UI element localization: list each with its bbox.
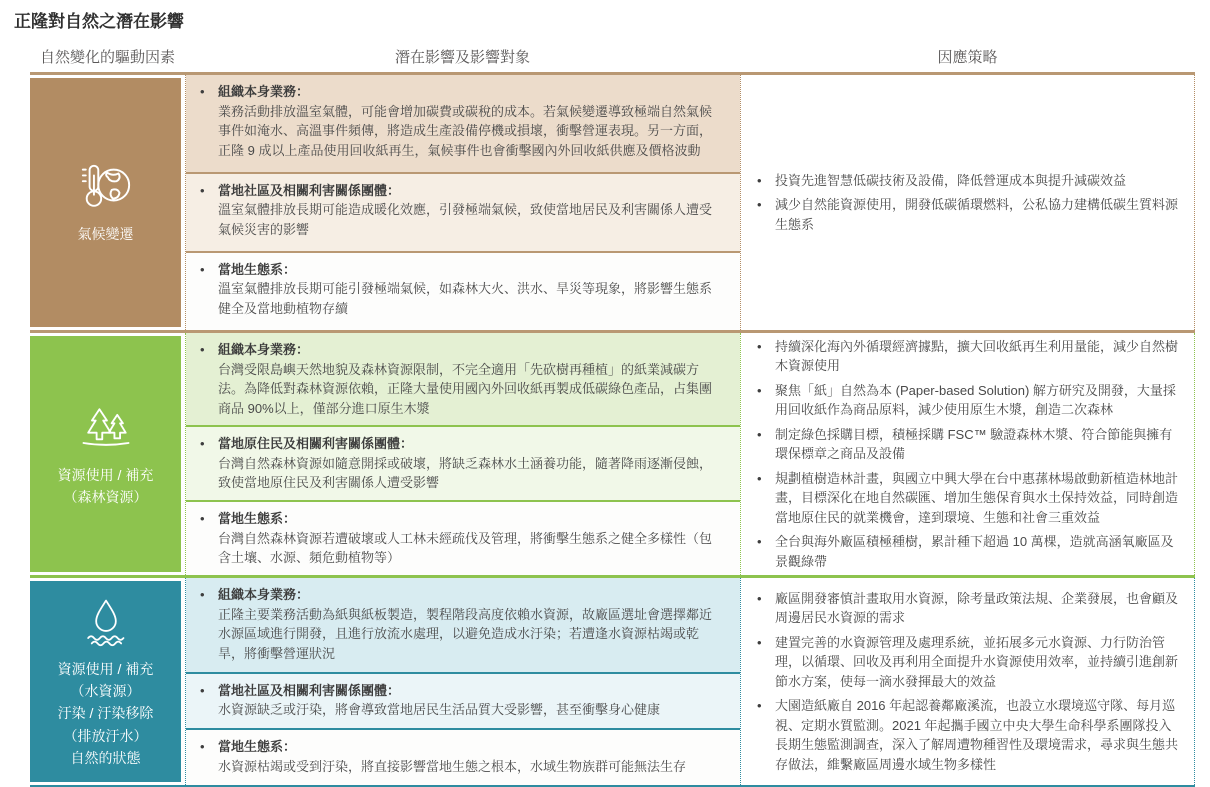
impact-section [186,425,740,500]
impact-section [186,251,740,330]
strategy-item [757,195,1178,234]
forest-trees-icon [74,400,138,456]
impact-heading: 組織本身業務： [218,342,310,357]
table-row-climate-change [30,75,1195,333]
driver-cell-water [30,578,185,785]
impact-section [186,172,740,251]
strategy-text: 制定綠色採購目標，積極採購 FSC™ 驗證森林木漿、符合節能與擁有環保標章之商品及設備 [775,426,1173,462]
driver-label [78,223,134,245]
bullet-icon: • [200,84,205,99]
impact-body: 業務活動排放溫室氣體，可能會增加碳費或碳稅的成本。若氣候變遷導致極端自然氣候事件如淹水、高溫事件頻傳，將造成生產設備停機或損壞，衝擊營運表現。另一方面，正隆 9 成以上產品使用回收紙再生，氣候事件也會衝擊國內外回收紙供應及價格波動 [218,103,713,158]
bullet-icon: • [200,739,205,755]
climate-change-icon [74,159,138,215]
table-row-water-resources [30,578,1195,787]
bullet-icon: • [757,426,762,442]
driver-label-line: 自然的狀態 [70,750,141,767]
bullet-icon: • [757,590,762,606]
strategy-text: 投資先進智慧低碳技術及設備，降低營運成本與提升減碳效益 [775,172,1127,188]
driver-label [58,658,154,770]
impact-section [186,500,740,575]
impacts-cell-water [185,578,740,785]
strategy-text: 減少自然能資源使用，開發低碳循環燃料，公私協力建構低碳生質料源生態系 [775,197,1179,232]
page-title: 正隆對自然之潛在影響 [14,12,184,31]
bullet-icon: • [757,172,762,188]
impacts-cell-forest [185,333,740,575]
bullet-icon: • [757,634,762,650]
impact-body: 溫室氣體排放長期可能造成暖化效應，引發極端氣候，致使當地居民及利害關係人遭受氣候災害的影響 [218,202,713,237]
strategies-cell-water [740,578,1195,785]
driver-label-line: 資源使用 / 補充 [57,466,154,483]
impact-heading: 組織本身業務： [218,587,310,602]
bullet-icon: • [200,587,205,602]
strategy-item [757,532,1178,571]
strategy-text: 規劃植樹造林計畫，與國立中興大學在台中惠蓀林場啟動新植造林地計畫，目標深化在地自然碳匯、增加生態保育與水土保持效益，同時創造當地原住民的就業機會，達到環境、生態和社會三重效益 [775,470,1179,525]
strategy-item [757,469,1178,528]
driver-label-line: 資源使用 / 補充 [57,660,154,677]
driver-label-line: 汙染 / 汙染移除 [57,705,154,722]
strategy-text: 大園造紙廠自 2016 年起認養鄰廠溪流，也設立水環境巡守隊、每月巡視、定期水質監測。2021 年起攜手國立中央大學生命科學系團隊投入長期生態監測調查，深入了解周遭物種習性及環境需求，尋求與生態共存做法，維繫廠區周邊水域生物多樣性 [775,698,1179,772]
strategy-item [757,633,1178,692]
driver-label [58,464,154,509]
driver-block-forest [30,336,181,572]
bullet-icon: • [757,698,762,714]
bullet-icon: • [200,436,205,452]
impact-table [30,72,1195,787]
driver-cell-forest [30,333,185,575]
driver-block-water [30,581,181,782]
impact-body: 水資源枯竭或受到汙染，將直接影響當地生態之根本，水域生物族群可能無法生存 [218,758,687,774]
bullet-icon: • [200,182,205,198]
bullet-icon: • [200,682,205,698]
column-header-strategies: 因應策略 [937,49,998,66]
driver-label-line: 氣候變遷 [77,226,134,243]
strategy-item [757,171,1178,191]
strategy-text: 聚焦「紙」自然為本 (Paper-based Solution) 解方研究及開發，大量採用回收紙作為商品原料，減少使用原生木漿，創造二次森林 [775,382,1176,418]
impact-body: 台灣自然森林資源如隨意開採或破壞，將缺乏森林水土涵養功能，隨著降雨逐漸侵蝕，致使當地原住民及利害關係人遭受影響 [218,455,713,491]
impact-body: 台灣受限島嶼天然地貌及森林資源限制，不完全適用「先砍樹再種植」的紙業減碳方法。為降低對森林資源依賴，正隆大量使用國內外回收紙再製成低碳綠色產品，占集團商品 90%以上，僅部分進口原生木漿 [218,361,713,416]
impact-heading: 當地社區及相關利害關係團體： [218,682,401,698]
bullet-icon: • [757,470,762,486]
impact-heading: 當地原住民及相關利害關係團體： [218,436,414,452]
impact-body: 正隆主要業務活動為紙與紙板製造，製程階段高度依賴水資源，故廠區選址會選擇鄰近水源區域進行開發，且進行放流水處理，以避免造成水汙染；若遭逢水資源枯竭或乾旱，將衝擊營運狀況 [218,606,713,661]
impacts-cell-climate [185,75,740,330]
impact-heading: 當地生態系： [218,261,297,277]
impact-section [186,75,740,172]
impact-heading: 當地生態系： [218,511,297,527]
strategy-text: 持續深化海內外循環經濟據點，擴大回收紙再生利用量能，減少自然樹木資源使用 [775,338,1179,374]
impact-section [186,672,740,729]
bullet-icon: • [757,197,762,213]
impact-body: 水資源缺乏或汙染，將會導致當地居民生活品質大受影響，甚至衝擊身心健康 [218,702,661,718]
impact-body: 台灣自然森林資源若遭破壞或人工林未經疏伐及管理，將衝擊生態系之健全多樣性（包含土壤、水源、頻危動植物等） [218,530,713,566]
impact-heading: 組織本身業務： [218,84,310,99]
strategy-item [757,589,1178,628]
driver-block-climate [30,78,181,327]
strategies-cell-forest [740,333,1195,575]
driver-cell-climate [30,75,185,330]
impact-body: 溫室氣體排放長期可能引發極端氣候，如森林大火、洪水、旱災等現象，將影響生態系健全及當地動植物存續 [218,281,713,316]
bullet-icon: • [200,342,205,357]
bullet-icon: • [200,261,205,277]
bullet-icon: • [200,511,205,527]
strategy-text: 全台與海外廠區積極種樹，累計種下超過 10 萬棵，造就高涵氧廠區及景觀綠帶 [775,534,1174,569]
strategies-cell-climate [740,75,1195,330]
column-header-impacts: 潛在影響及影響對象 [394,49,530,66]
column-header-drivers: 自然變化的驅動因素 [39,49,175,66]
bullet-icon: • [757,534,762,550]
strategy-item [757,425,1178,464]
table-row-forest-resources [30,333,1195,578]
impact-section [186,728,740,785]
impact-section [186,333,740,425]
driver-label-line: （排放汙水） [63,727,148,744]
water-drop-waves-icon [74,594,138,650]
bullet-icon: • [757,382,762,398]
bullet-icon: • [757,338,762,354]
strategy-item [757,337,1178,376]
impact-section [186,578,740,672]
driver-label-line: （水資源） [70,682,141,699]
impact-heading: 當地社區及相關利害關係團體： [218,182,401,198]
strategy-item [757,696,1178,774]
strategy-text: 廠區開發審慎計畫取用水資源，除考量政策法規、企業發展，也會顧及周邊居民水資源的需求 [775,590,1179,626]
impact-heading: 當地生態系： [218,739,297,755]
strategy-item [757,381,1178,420]
strategy-text: 建置完善的水資源管理及處理系統，並拓展多元水資源、力行防治管理，以循環、回收及再利用全面提升水資源使用效率，並持續引進創新節水方案，使每一滴水發揮最大的效益 [775,634,1179,689]
driver-label-line: （森林資源） [63,489,148,505]
column-headers [30,48,1195,68]
